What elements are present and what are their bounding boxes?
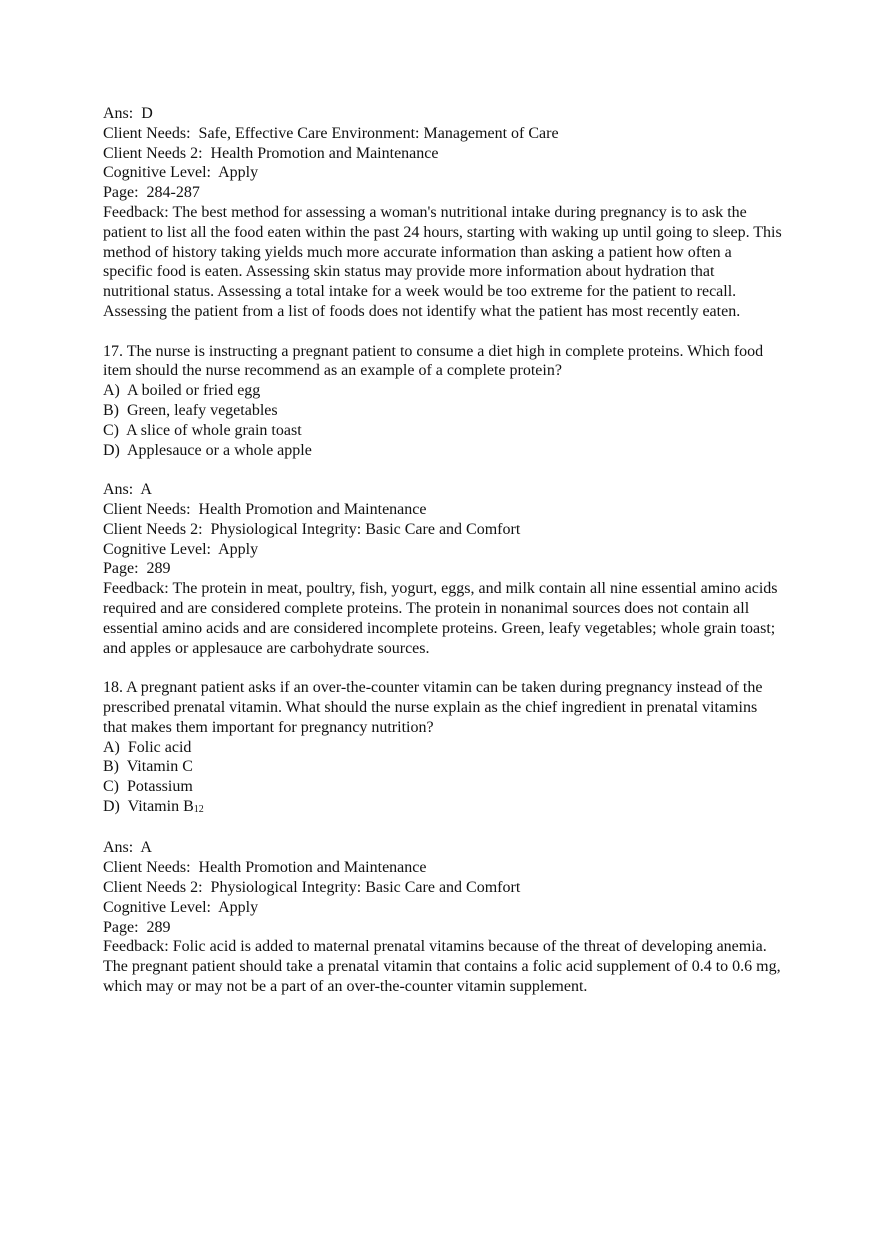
answer-block-18	[103, 838, 783, 996]
option-c: C) Potassium	[103, 778, 193, 796]
page-reference-line: Page: 289	[103, 560, 171, 578]
option-c: C) A slice of whole grain toast	[103, 421, 302, 439]
question-text: 18. A pregnant patient asks if an over-the-counter vitamin can be taken during pregnancy instead of the prescribed prenatal vitamin. What should the nurse explain as the chief ingredient in prenatal vitamins that makes them important for pregnancy nutrition?	[103, 679, 763, 736]
option-a: A) A boiled or fried egg	[103, 382, 261, 400]
answer-line: Ans: D	[103, 105, 153, 122]
feedback-paragraph: Feedback: Folic acid is added to maternal prenatal vitamins because of the threat of developing anemia. The pregnant patient should take a prenatal vitamin that contains a folic acid supplement of 0.4 to 0.6 mg, which may or may not be a part of an over-the-counter vitamin supplement.	[103, 938, 781, 996]
spacer	[103, 819, 783, 839]
answer-block-16	[103, 104, 783, 322]
cognitive-level-line: Cognitive Level: Apply	[103, 164, 259, 182]
client-needs-line: Client Needs: Health Promotion and Maintenance	[103, 859, 427, 877]
option-d-subscript: 12	[193, 803, 204, 815]
answer-line: Ans: A	[103, 839, 152, 857]
document-page	[103, 104, 783, 997]
option-a: A) Folic acid	[103, 738, 192, 756]
cognitive-level-line: Cognitive Level: Apply	[103, 898, 259, 916]
question-text: 17. The nurse is instructing a pregnant patient to consume a diet high in complete proteins. Which food item should the nurse recommend as an example of a complete protein?	[103, 342, 764, 380]
client-needs-2-line: Client Needs 2: Physiological Integrity: Basic Care and Comfort	[103, 520, 521, 538]
cognitive-level-line: Cognitive Level: Apply	[103, 540, 259, 558]
spacer	[103, 460, 783, 480]
spacer	[103, 658, 783, 678]
feedback-paragraph: Feedback: The best method for assessing a woman's nutritional intake during pregnancy is to ask the patient to list all the food eaten within the past 24 hours, starting with waking up until going to sleep. This method of history taking yields much more accurate information than asking a patient how often a specific food is eaten. Assessing skin status may provide more information about hydration that nutritional status. Assessing a total intake for a week would be too extreme for the patient to recall. Assessing the patient from a list of foods does not identify what the patient has most recently eaten.	[103, 203, 782, 320]
page-reference-line: Page: 289	[103, 918, 171, 936]
client-needs-2-line: Client Needs 2: Physiological Integrity: Basic Care and Comfort	[103, 879, 521, 897]
page-reference-line: Page: 284-287	[103, 184, 200, 202]
client-needs-line: Client Needs: Safe, Effective Care Environment: Management of Care	[103, 124, 559, 142]
feedback-paragraph: Feedback: The protein in meat, poultry, fish, yogurt, eggs, and milk contain all nine essential amino acids required and are considered complete proteins. The protein in nonanimal sources does not contain all essential amino acids and are considered incomplete proteins. Green, leafy vegetables; whole grain toast; and apples or applesauce are carbohydrate sources.	[103, 580, 778, 657]
option-d-text: D) Vitamin B	[103, 797, 194, 815]
answer-block-17	[103, 480, 783, 658]
option-d: D) Applesauce or a whole apple	[103, 441, 312, 459]
spacer	[103, 322, 783, 342]
option-b: B) Green, leafy vegetables	[103, 401, 278, 419]
question-17	[103, 342, 783, 461]
question-18	[103, 678, 783, 819]
option-b: B) Vitamin C	[103, 758, 193, 776]
answer-line: Ans: A	[103, 481, 152, 499]
client-needs-2-line: Client Needs 2: Health Promotion and Maintenance	[103, 144, 439, 162]
option-d	[103, 797, 783, 819]
client-needs-line: Client Needs: Health Promotion and Maintenance	[103, 500, 427, 518]
